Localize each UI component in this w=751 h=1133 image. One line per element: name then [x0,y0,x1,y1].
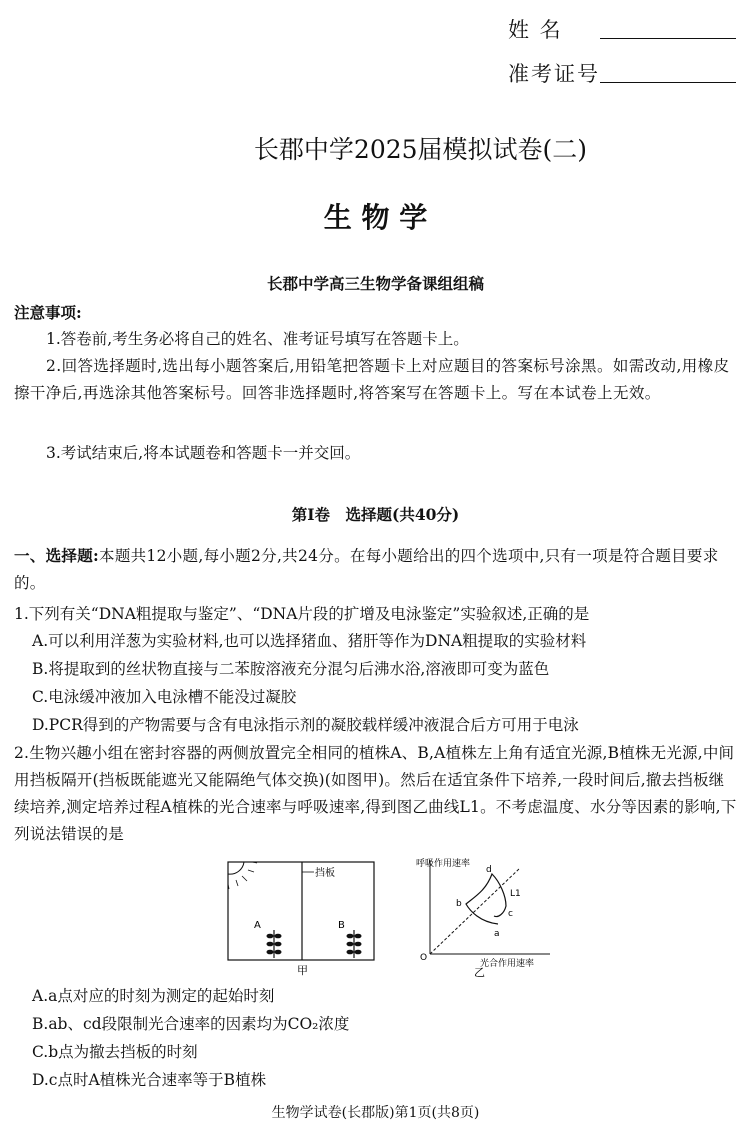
name-label: 姓 名 [508,18,563,42]
q1-option-d: D.PCR得到的产物需要与含有电泳指示剂的凝胶载样缓冲液混合后方可用于电泳 [32,716,579,734]
exam-title: 长郡中学2025届模拟试卷(二) [253,135,588,164]
notice-heading: 注意事项: [14,303,82,322]
part-one-instructions [14,542,740,597]
x-axis-label: 光合作用速率 [480,959,535,969]
author-line: 长郡中学高三生物学备课组组稿 [266,274,484,293]
part-one-label: 一、选择题: [14,546,100,565]
q2-option-a: A.a点对应的时刻为测定的起始时刻 [32,987,275,1005]
plant-a-icon [267,930,281,958]
page-footer: 生物学试卷(长郡版)第1页(共8页) [271,1105,480,1121]
q2-option-d: D.c点时A植株光合速率等于B植株 [32,1071,267,1089]
q2-stem: 2.生物兴趣小组在密封容器的两侧放置完全相同的植株A、B,A植株左上角有适宜光源,B植株无光源,中间用挡板隔开(挡板既能遮光又能隔绝气体交换)(如图甲)。然后在适宜条件下培养,一段时间后,撤去挡板继续培养,测定培养过程A植株的光合速率与呼吸速率,得到图乙曲线L1。不考虑温度、水分等因素的影响,下列说法错误的是 [14,744,737,843]
plant-a-label: A [254,920,261,931]
part-one-text: 本题共12小题,每小题2分,共24分。在每小题给出的四个选项中,只有一项是符合题目要求的。 [14,547,719,592]
notice-item-1: 1.答卷前,考生务必将自己的姓名、准考证号填写在答题卡上。 [46,330,469,348]
notice-item-2: 2.回答选择题时,选出每小题答案后,用铅笔把答题卡上对应题目的答案标号涂黑。如需改动,用橡皮擦干净后,再选涂其他答案标号。回答非选择题时,将答案写在答题卡上。写在本试卷上无效。 [14,357,730,402]
figure-jia [222,856,380,978]
point-d-label: d [486,865,492,875]
figure-jia-caption: 甲 [297,964,308,977]
q1-option-a: A.可以利用洋葱为实验材料,也可以选择猪血、猪肝等作为DNA粗提取的实验材料 [32,632,587,650]
figure-yi [410,856,552,978]
subject-title: 生 物 学 [323,201,428,234]
q1-option-c: C.电泳缓冲液加入电泳槽不能没过凝胶 [32,688,297,706]
notice-item-3: 3.考试结束后,将本试题卷和答题卡一并交回。 [46,444,361,462]
point-c-label: c [508,909,513,919]
q1-stem: 1.下列有关“DNA粗提取与鉴定”、“DNA片段的扩增及电泳鉴定”实验叙述,正确的是 [14,605,590,623]
q1-option-b: B.将提取到的丝状物直接与二苯胺溶液充分混匀后沸水浴,溶液即可变为蓝色 [32,660,550,678]
plant-b-label: B [338,920,345,931]
q2-option-b: B.ab、cd段限制光合速率的因素均为CO₂浓度 [32,1015,350,1033]
name-field[interactable] [600,38,736,39]
point-a-label: a [494,929,500,939]
point-b-label: b [456,899,462,909]
section-heading: 第Ⅰ卷 选择题(共40分) [291,505,460,524]
y-axis-label: 呼吸作用速率 [416,859,471,869]
curve-label: L1 [510,889,521,899]
exam-id-label: 准考证号 [508,62,600,86]
origin-label: O [420,953,428,963]
equal-rate-line [430,868,520,954]
light-source-icon [228,862,244,874]
q2-option-c: C.b点为撤去挡板的时刻 [32,1043,198,1061]
partition-label: 挡板 [315,868,335,879]
figure-yi-caption: 乙 [474,966,485,978]
exam-id-field[interactable] [600,82,736,83]
curve-l1 [466,874,506,924]
plant-b-icon [347,930,361,958]
